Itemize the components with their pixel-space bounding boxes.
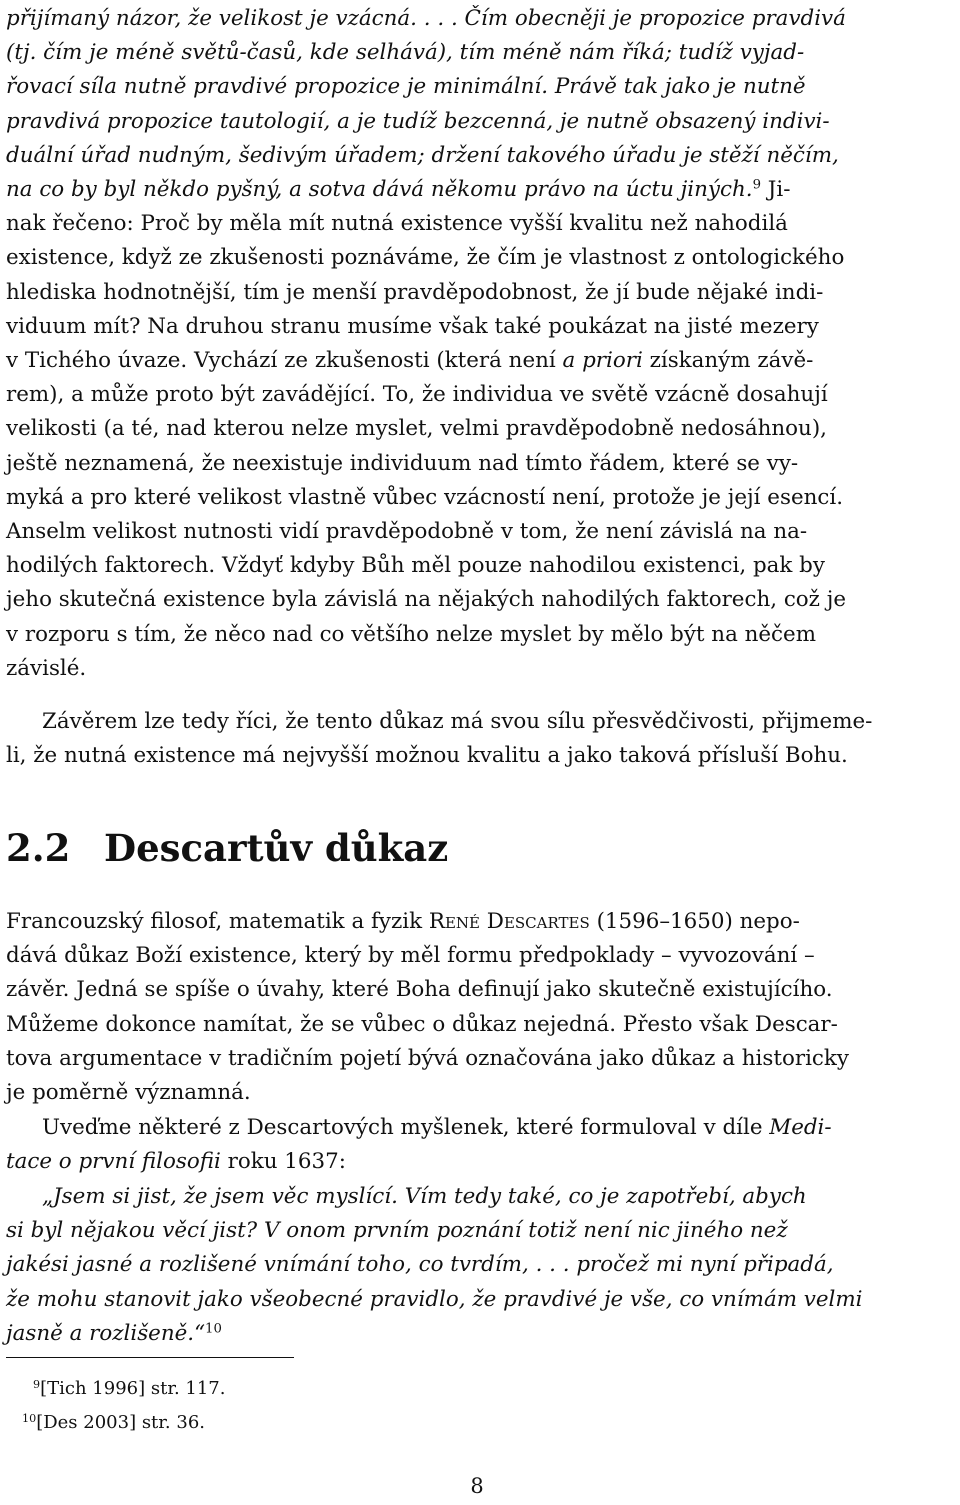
footnote-ref-10[interactable]: 10 (205, 1321, 222, 1337)
text-fragment: roku 1637: (220, 1149, 346, 1175)
text-line: hodilých faktorech. Vždyť kdyby Bůh měl pouze nahodilou existenci, pak by (6, 553, 825, 579)
text-fragment: Francouzský filosof, matematik a fyzik (6, 909, 429, 934)
text-line: řovací síla nutně pravdivé propozice je minimální. Právě tak jako je nutně (6, 74, 806, 100)
section-heading (6, 822, 448, 874)
paragraph-3 (6, 905, 948, 1110)
text-line: nak řečeno: Proč by měla mít nutná existence vyšší kvalitu než nahodilá (6, 211, 788, 237)
text-line: „Jsem si jist, že jsem věc myslící. Vím tedy také, co je zapotřebí, abych (42, 1184, 807, 1209)
footnote-mark: 9 (33, 1377, 41, 1391)
footnote-item (22, 1406, 225, 1440)
footnote-item (22, 1372, 225, 1406)
section-number: 2.2 (6, 826, 71, 870)
text-line: rem), a může proto být zavádějící. To, že individua ve světě vzácně dosahují (6, 382, 828, 408)
text-line (6, 1111, 948, 1145)
text-line: existence, když ze zkušenosti poznáváme, že čím je vlastnost z ontologického (6, 245, 845, 271)
text-line (6, 173, 948, 207)
text-line: li, že nutná existence má nejvyšší možnou kvalitu a jako taková přísluší Bohu. (6, 743, 848, 769)
text-line: Závěrem lze tedy říci, že tento důkaz má svou sílu přesvědčivosti, přijmeme- (42, 709, 873, 734)
text-line: jakési jasné a rozlišené vnímání toho, co tvrdím, . . . pročež mi nyní připadá, (6, 1252, 834, 1278)
text-line: pravdivá propozice tautologií, a je tudíž bezcenná, je nutně obsazený indivi- (6, 108, 830, 134)
work-title: tace o první filosofii (6, 1149, 221, 1175)
text-line (6, 905, 948, 939)
text-line: ještě neznamená, že neexistuje individuum nad tímto řádem, které se vy- (6, 450, 799, 476)
paragraph-4 (6, 1111, 948, 1179)
text-line: Můžeme dokonce namítat, že se vůbec o důkaz nejedná. Přesto však Descar- (6, 1011, 838, 1037)
text-fragment: (1596–1650) nepo- (589, 909, 800, 934)
text-line: Anselm velikost nutnosti vidí pravděpodobně v tom, že není závislá na na- (6, 519, 808, 545)
footnote-text: [Tich 1996] str. 117. (40, 1378, 226, 1399)
text-line: závislé. (6, 655, 87, 681)
text-line: duální úřad nudným, šedivým úřadem; držení takového úřadu je stěží něčím, (6, 142, 839, 168)
page-number: 8 (470, 1474, 484, 1498)
text-line: jeho skutečná existence byla závislá na nějakých nahodilých faktorech, což je (6, 587, 847, 613)
text-fragment: získaným závě- (642, 348, 814, 374)
person-name: René Descartes (428, 909, 590, 934)
text-fragment: Uveďme některé z Descartových myšlenek, které formuloval v díle (42, 1115, 770, 1140)
text-line: přijímaný názor, že velikost je vzácná. . . . Čím obecněji je propozice pravdivá (6, 6, 846, 31)
text-line: závěr. Jedná se spíše o úvahy, které Boha definují jako skutečně existujícího. (6, 977, 833, 1003)
quotation (6, 1180, 948, 1351)
text-line (6, 1317, 948, 1351)
text-line (6, 1145, 948, 1179)
footnote-mark: 10 (22, 1411, 37, 1425)
footnote-divider (6, 1357, 294, 1358)
text-line (6, 344, 948, 378)
text-line: velikosti (a té, nad kterou nelze myslet, velmi pravděpodobně nedosáhnou), (6, 416, 827, 442)
section-title: Descartův důkaz (104, 826, 449, 870)
paragraph-1 (6, 2, 948, 686)
text-fragment: v Tichého úvaze. Vychází ze zkušenosti (která není (6, 348, 563, 374)
footnote-ref-9[interactable]: 9 (752, 177, 761, 193)
work-title: Medi- (769, 1115, 832, 1140)
text-line: dává důkaz Boží existence, který by měl formu předpoklady – vyvozování – (6, 943, 815, 969)
footnotes (22, 1372, 225, 1440)
text-line: tova argumentace v tradičním pojetí bývá označována jako důkaz a historicky (6, 1045, 849, 1071)
text-line: (tj. čím je méně světů-časů, kde selhává), tím méně nám říká; tudíž vyjad- (6, 40, 805, 66)
text-line: hlediska hodnotnější, tím je menší pravděpodobnost, že jí bude nějaké indi- (6, 279, 824, 305)
quote-end-text: jasně a rozlišeně.“ (6, 1320, 206, 1346)
paragraph-2 (6, 705, 948, 773)
text-fragment: Ji- (761, 177, 791, 203)
text-line: myká a pro které velikost vlastně vůbec vzácností není, protože je její esencí. (6, 484, 844, 510)
text-line: že mohu stanovit jako všeobecné pravidlo, že pravdivé je vše, co vnímám velmi (6, 1286, 863, 1312)
footnote-text: [Des 2003] str. 36. (36, 1412, 205, 1433)
text-line: viduum mít? Na druhou stranu musíme však také poukázat na jisté mezery (6, 313, 819, 339)
italic-term: a priori (562, 348, 643, 374)
text-line: v rozporu s tím, že něco nad co většího nelze myslet by mělo být na něčem (6, 621, 816, 647)
text-line: si byl nějakou věcí jist? V onom prvním poznání totiž není nic jiného než (6, 1218, 788, 1244)
quote-end-text: na co by byl někdo pyšný, a sotva dává někomu právo na úctu jiných. (6, 177, 753, 203)
text-line: je poměrně významná. (6, 1080, 251, 1106)
